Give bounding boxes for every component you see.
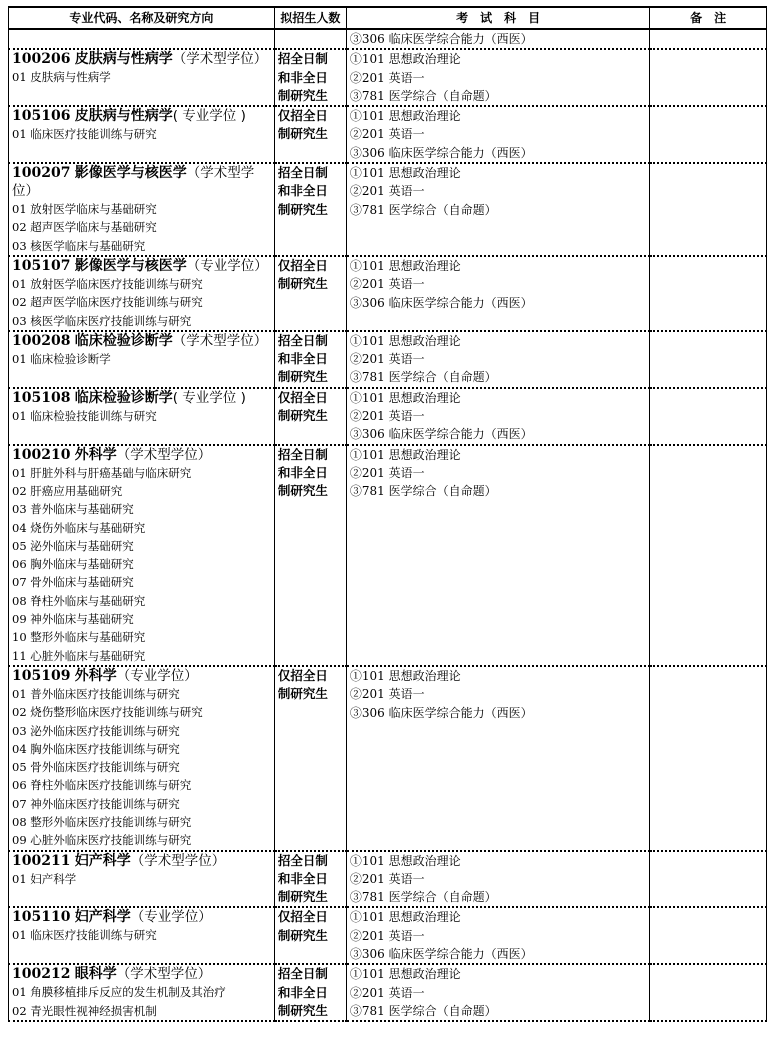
major-code: 100210 xyxy=(12,446,71,463)
exam-subject: ①101 思想政治理论 xyxy=(349,853,461,868)
exam-subject: ①101 思想政治理论 xyxy=(349,910,461,925)
note-cell xyxy=(650,256,767,331)
exam-subject: ②201 英语一 xyxy=(349,277,425,292)
plan-text: 制研究生 xyxy=(277,408,328,424)
exam-subject: ①101 思想政治理论 xyxy=(349,166,461,181)
plan-text: 和非全日 xyxy=(277,351,328,367)
major-title xyxy=(12,389,271,407)
plan-text: 制研究生 xyxy=(277,686,328,702)
plan-cell xyxy=(274,388,346,445)
exams-cell xyxy=(346,445,649,666)
exam-subject: ③781 医学综合（自命题） xyxy=(349,88,497,103)
exam-subject: ③306 临床医学综合能力（西医） xyxy=(349,705,533,720)
research-direction: 01 普外临床医疗技能训练与研究 xyxy=(12,686,180,701)
plan-text: 和非全日 xyxy=(277,183,328,199)
major-row xyxy=(9,106,767,163)
exam-subject: ②201 英语一 xyxy=(349,928,425,943)
exam-subject: ①101 思想政治理论 xyxy=(349,109,461,124)
plan-text: 和非全日 xyxy=(277,984,328,1000)
major-name: 影像医学与核医学 xyxy=(74,165,187,182)
degree-type: ( 专业学位 ) xyxy=(172,389,246,406)
plan-text: 和非全日 xyxy=(277,69,328,85)
major-name: 影像医学与核医学 xyxy=(74,257,187,274)
research-direction: 02 烧伤整形临床医疗技能训练与研究 xyxy=(12,705,203,720)
plan-text: 制研究生 xyxy=(277,889,328,905)
major-name: 皮肤病与性病学 xyxy=(74,108,173,125)
research-direction: 01 放射医学临床医疗技能训练与研究 xyxy=(12,276,203,291)
research-direction: 01 临床检验诊断学 xyxy=(12,351,111,366)
plan-text: 制研究生 xyxy=(277,87,328,103)
degree-type: （学术型学位） xyxy=(12,165,255,200)
research-direction: 02 超声医学临床医疗技能训练与研究 xyxy=(12,295,203,310)
research-direction: 03 核医学临床与基础研究 xyxy=(12,238,146,253)
major-cell xyxy=(9,666,275,851)
exam-subject: ③781 医学综合（自命题） xyxy=(349,202,497,217)
note-cell xyxy=(650,388,767,445)
exam-subject: ②201 英语一 xyxy=(349,70,425,85)
exam-subject: ②201 英语一 xyxy=(349,687,425,702)
major-row xyxy=(9,331,767,388)
exam-subject: ②201 英语一 xyxy=(349,127,425,142)
plan-text: 制研究生 xyxy=(277,276,328,292)
exam-subject: ①101 思想政治理论 xyxy=(349,967,461,982)
major-code: 100211 xyxy=(12,852,71,869)
major-row xyxy=(9,163,767,256)
major-code: 105109 xyxy=(12,667,71,684)
plan-text: 制研究生 xyxy=(277,927,328,943)
research-direction: 05 骨外临床医疗技能训练与研究 xyxy=(12,760,180,775)
major-title xyxy=(12,667,271,685)
note-cell xyxy=(650,49,767,106)
exam-subject: ③306 临床医学综合能力（西医） xyxy=(349,32,533,46)
plan-text: 制研究生 xyxy=(277,201,328,217)
major-cell xyxy=(9,445,275,666)
research-direction: 01 肝脏外科与肝癌基础与临床研究 xyxy=(12,465,192,480)
major-cell xyxy=(9,163,275,256)
note-cell xyxy=(650,163,767,256)
research-direction: 08 整形外临床医疗技能训练与研究 xyxy=(12,814,192,829)
note-cell xyxy=(650,851,767,908)
plan-text: 招全日制 xyxy=(277,51,328,67)
research-direction: 01 临床检验技能训练与研究 xyxy=(12,408,157,423)
plan-cell xyxy=(274,907,346,964)
major-code: 105108 xyxy=(12,389,71,406)
exam-subject: ③781 医学综合（自命题） xyxy=(349,484,497,499)
research-direction: 03 普外临床与基础研究 xyxy=(12,502,134,517)
research-direction: 01 皮肤病与性病学 xyxy=(12,70,111,85)
plan-text: 和非全日 xyxy=(277,464,328,480)
exams-cell xyxy=(346,49,649,106)
plan-text: 仅招全日 xyxy=(277,389,328,405)
plan-text: 制研究生 xyxy=(277,369,328,385)
exams-cell xyxy=(346,29,649,49)
major-code: 100208 xyxy=(12,332,71,349)
major-title xyxy=(12,107,271,125)
degree-type: （学术型学位） xyxy=(130,852,226,869)
degree-type: （学术型学位） xyxy=(116,966,212,983)
plan-text: 制研究生 xyxy=(277,483,328,499)
exam-subject: ②201 英语一 xyxy=(349,352,425,367)
exam-subject: ①101 思想政治理论 xyxy=(349,447,461,462)
exam-subject: ③306 临床医学综合能力（西医） xyxy=(349,295,533,310)
major-row xyxy=(9,29,767,49)
header-plan: 拟招生人数 xyxy=(274,7,346,29)
major-name: 皮肤病与性病学 xyxy=(74,51,173,68)
exam-subject: ③781 医学综合（自命题） xyxy=(349,890,497,905)
major-cell xyxy=(9,907,275,964)
research-direction: 07 骨外临床与基础研究 xyxy=(12,575,134,590)
exam-subject: ③306 临床医学综合能力（西医） xyxy=(349,427,533,442)
plan-text: 仅招全日 xyxy=(277,257,328,273)
major-row xyxy=(9,964,767,1021)
research-direction: 09 心脏外临床医疗技能训练与研究 xyxy=(12,833,192,848)
major-name: 外科学 xyxy=(74,667,117,684)
major-title xyxy=(12,965,271,983)
exams-cell xyxy=(346,388,649,445)
exams-cell xyxy=(346,666,649,851)
exam-subject: ③781 医学综合（自命题） xyxy=(349,370,497,385)
exam-subject: ①101 思想政治理论 xyxy=(349,333,461,348)
header-major: 专业代码、名称及研究方向 xyxy=(9,7,275,29)
major-cell xyxy=(9,49,275,106)
exams-cell xyxy=(346,851,649,908)
major-cell xyxy=(9,331,275,388)
research-direction: 01 角膜移植排斥反应的发生机制及其治疗 xyxy=(12,985,226,1000)
exams-cell xyxy=(346,964,649,1021)
exam-subject: ③306 临床医学综合能力（西医） xyxy=(349,947,533,962)
major-code: 105106 xyxy=(12,108,71,125)
exam-subject: ③306 临床医学综合能力（西医） xyxy=(349,145,533,160)
major-row xyxy=(9,49,767,106)
major-title xyxy=(12,164,271,200)
note-cell xyxy=(650,331,767,388)
research-direction: 02 肝癌应用基础研究 xyxy=(12,483,123,498)
plan-cell xyxy=(274,49,346,106)
exam-subject: ①101 思想政治理论 xyxy=(349,668,461,683)
major-code: 100212 xyxy=(12,966,71,983)
plan-cell xyxy=(274,666,346,851)
research-direction: 01 临床医疗技能训练与研究 xyxy=(12,127,157,142)
major-title xyxy=(12,257,271,275)
major-cell xyxy=(9,851,275,908)
exam-subject: ②201 英语一 xyxy=(349,465,425,480)
degree-type: （专业学位） xyxy=(116,667,198,684)
research-direction: 03 核医学临床医疗技能训练与研究 xyxy=(12,313,192,328)
major-name: 妇产科学 xyxy=(74,909,131,926)
table-body xyxy=(9,29,767,1021)
plan-text: 和非全日 xyxy=(277,870,328,886)
major-title xyxy=(12,852,271,870)
exam-subject: ③781 医学综合（自命题） xyxy=(349,1003,497,1018)
major-code: 100206 xyxy=(12,51,71,68)
plan-text: 招全日制 xyxy=(277,852,328,868)
exams-cell xyxy=(346,163,649,256)
degree-type: （专业学位） xyxy=(130,909,212,926)
degree-type: （学术型学位） xyxy=(172,332,268,349)
plan-text: 招全日制 xyxy=(277,966,328,982)
plan-text: 仅招全日 xyxy=(277,909,328,925)
research-direction: 09 神外临床与基础研究 xyxy=(12,612,134,627)
major-title xyxy=(12,50,271,68)
exam-subject: ②201 英语一 xyxy=(349,985,425,1000)
plan-text: 招全日制 xyxy=(277,165,328,181)
exam-subject: ①101 思想政治理论 xyxy=(349,390,461,405)
research-direction: 02 超声医学临床与基础研究 xyxy=(12,220,157,235)
header-exams: 考 试 科 目 xyxy=(346,7,649,29)
exams-cell xyxy=(346,907,649,964)
plan-text: 仅招全日 xyxy=(277,667,328,683)
major-title xyxy=(12,908,271,926)
research-direction: 01 临床医疗技能训练与研究 xyxy=(12,928,157,943)
research-direction: 02 青光眼性视神经损害机制 xyxy=(12,1003,157,1018)
major-cell xyxy=(9,388,275,445)
plan-text: 制研究生 xyxy=(277,126,328,142)
plan-cell xyxy=(274,445,346,666)
exam-subject: ②201 英语一 xyxy=(349,184,425,199)
degree-type: （专业学位） xyxy=(186,257,268,274)
research-direction: 04 烧伤外临床与基础研究 xyxy=(12,520,146,535)
major-cell xyxy=(9,29,275,49)
plan-text: 招全日制 xyxy=(277,446,328,462)
major-row xyxy=(9,256,767,331)
plan-cell xyxy=(274,163,346,256)
major-row xyxy=(9,388,767,445)
research-direction: 03 泌外临床医疗技能训练与研究 xyxy=(12,723,180,738)
research-direction: 01 妇产科学 xyxy=(12,871,77,886)
research-direction: 05 泌外临床与基础研究 xyxy=(12,538,134,553)
note-cell xyxy=(650,907,767,964)
major-name: 眼科学 xyxy=(74,966,117,983)
research-direction: 08 脊柱外临床与基础研究 xyxy=(12,593,146,608)
major-row xyxy=(9,666,767,851)
exams-cell xyxy=(346,331,649,388)
exams-cell xyxy=(346,106,649,163)
exam-subject: ①101 思想政治理论 xyxy=(349,52,461,67)
major-code: 105107 xyxy=(12,257,71,274)
plan-cell xyxy=(274,256,346,331)
plan-cell xyxy=(274,331,346,388)
exam-subject: ②201 英语一 xyxy=(349,409,425,424)
major-title xyxy=(12,332,271,350)
note-cell xyxy=(650,964,767,1021)
header-row xyxy=(9,7,767,29)
plan-cell xyxy=(274,29,346,49)
header-notes: 备 注 xyxy=(650,7,767,29)
degree-type: ( 专业学位 ) xyxy=(172,108,246,125)
research-direction: 07 神外临床医疗技能训练与研究 xyxy=(12,796,180,811)
degree-type: （学术型学位） xyxy=(172,51,268,68)
plan-text: 仅招全日 xyxy=(277,108,328,124)
research-direction: 04 胸外临床医疗技能训练与研究 xyxy=(12,741,180,756)
note-cell xyxy=(650,106,767,163)
exam-subject: ①101 思想政治理论 xyxy=(349,258,461,273)
major-row xyxy=(9,851,767,908)
major-cell xyxy=(9,106,275,163)
degree-type: （学术型学位） xyxy=(116,446,212,463)
exams-cell xyxy=(346,256,649,331)
exam-subject: ②201 英语一 xyxy=(349,871,425,886)
plan-text: 招全日制 xyxy=(277,332,328,348)
major-code: 105110 xyxy=(12,909,71,926)
research-direction: 11 心脏外临床与基础研究 xyxy=(12,648,146,663)
major-title xyxy=(12,446,271,464)
major-name: 外科学 xyxy=(74,446,117,463)
major-cell xyxy=(9,964,275,1021)
research-direction: 01 放射医学临床与基础研究 xyxy=(12,202,157,217)
research-direction: 10 整形外临床与基础研究 xyxy=(12,630,146,645)
plan-cell xyxy=(274,964,346,1021)
major-name: 临床检验诊断学 xyxy=(74,389,173,406)
research-direction: 06 脊柱外临床医疗技能训练与研究 xyxy=(12,778,192,793)
admissions-table xyxy=(8,6,767,1022)
plan-cell xyxy=(274,851,346,908)
research-direction: 06 胸外临床与基础研究 xyxy=(12,557,134,572)
plan-text: 制研究生 xyxy=(277,1002,328,1018)
note-cell xyxy=(650,666,767,851)
note-cell xyxy=(650,445,767,666)
major-row xyxy=(9,445,767,666)
major-row xyxy=(9,907,767,964)
major-cell xyxy=(9,256,275,331)
plan-cell xyxy=(274,106,346,163)
note-cell xyxy=(650,29,767,49)
major-code: 100207 xyxy=(12,165,71,182)
major-name: 临床检验诊断学 xyxy=(74,332,173,349)
major-name: 妇产科学 xyxy=(74,852,131,869)
